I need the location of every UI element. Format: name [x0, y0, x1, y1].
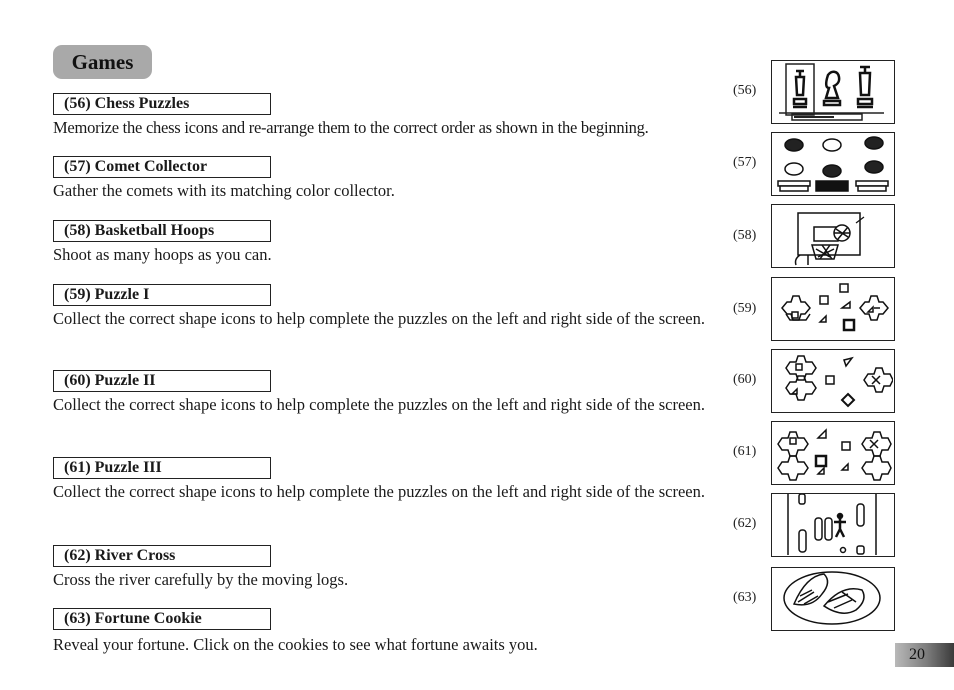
- chess-puzzles-screenshot: [771, 60, 895, 124]
- game-description: Gather the comets with its matching color collector.: [53, 181, 395, 200]
- puzzle-3-screenshot: [771, 421, 895, 485]
- game-entry-fortune-cookie: [53, 608, 713, 656]
- game-description: Collect the correct shape icons to help complete the puzzles on the left and right side of the screen.: [53, 482, 705, 501]
- section-title: Games: [53, 45, 152, 79]
- game-title: (57) Comet Collector: [53, 156, 271, 178]
- thumb-label: (58): [733, 228, 757, 243]
- thumb-label: (61): [733, 444, 757, 459]
- game-entry-puzzle-2: [53, 370, 713, 416]
- game-description: Memorize the chess icons and re-arrange them to the correct order as shown in the beginning.: [53, 118, 649, 137]
- game-title: (56) Chess Puzzles: [53, 93, 271, 115]
- thumb-label: (60): [733, 372, 757, 387]
- game-title: (60) Puzzle II: [53, 370, 271, 392]
- game-description: Collect the correct shape icons to help complete the puzzles on the left and right side of the screen.: [53, 395, 705, 414]
- game-description: Shoot as many hoops as you can.: [53, 245, 272, 264]
- game-entry-comet-collector: [53, 156, 713, 202]
- game-title: (59) Puzzle I: [53, 284, 271, 306]
- puzzle-2-screenshot: [771, 349, 895, 413]
- game-title: (61) Puzzle III: [53, 457, 271, 479]
- game-title: (58) Basketball Hoops: [53, 220, 271, 242]
- basketball-hoops-screenshot: [771, 204, 895, 268]
- game-title: (63) Fortune Cookie: [53, 608, 271, 630]
- game-description: Collect the correct shape icons to help complete the puzzles on the left and right side of the screen.: [53, 309, 705, 328]
- game-description: Reveal your fortune. Click on the cookies to see what fortune awaits you.: [53, 635, 538, 654]
- thumb-label: (56): [733, 83, 757, 98]
- page-number: 20: [895, 643, 954, 667]
- game-entry-puzzle-1: [53, 284, 713, 330]
- game-title: (62) River Cross: [53, 545, 271, 567]
- fortune-cookie-screenshot: [771, 567, 895, 631]
- comet-collector-screenshot: [771, 132, 895, 196]
- thumb-label: (62): [733, 516, 757, 531]
- game-description: Cross the river carefully by the moving logs.: [53, 570, 349, 589]
- thumb-label: (63): [733, 590, 757, 605]
- river-cross-screenshot: [771, 493, 895, 557]
- game-entry-river-cross: [53, 545, 713, 591]
- thumb-label: (59): [733, 301, 757, 316]
- puzzle-1-screenshot: [771, 277, 895, 341]
- game-entry-basketball-hoops: [53, 220, 713, 266]
- game-entry-puzzle-3: [53, 457, 713, 503]
- thumb-label: (57): [733, 155, 757, 170]
- game-entry-chess-puzzles: [53, 93, 713, 139]
